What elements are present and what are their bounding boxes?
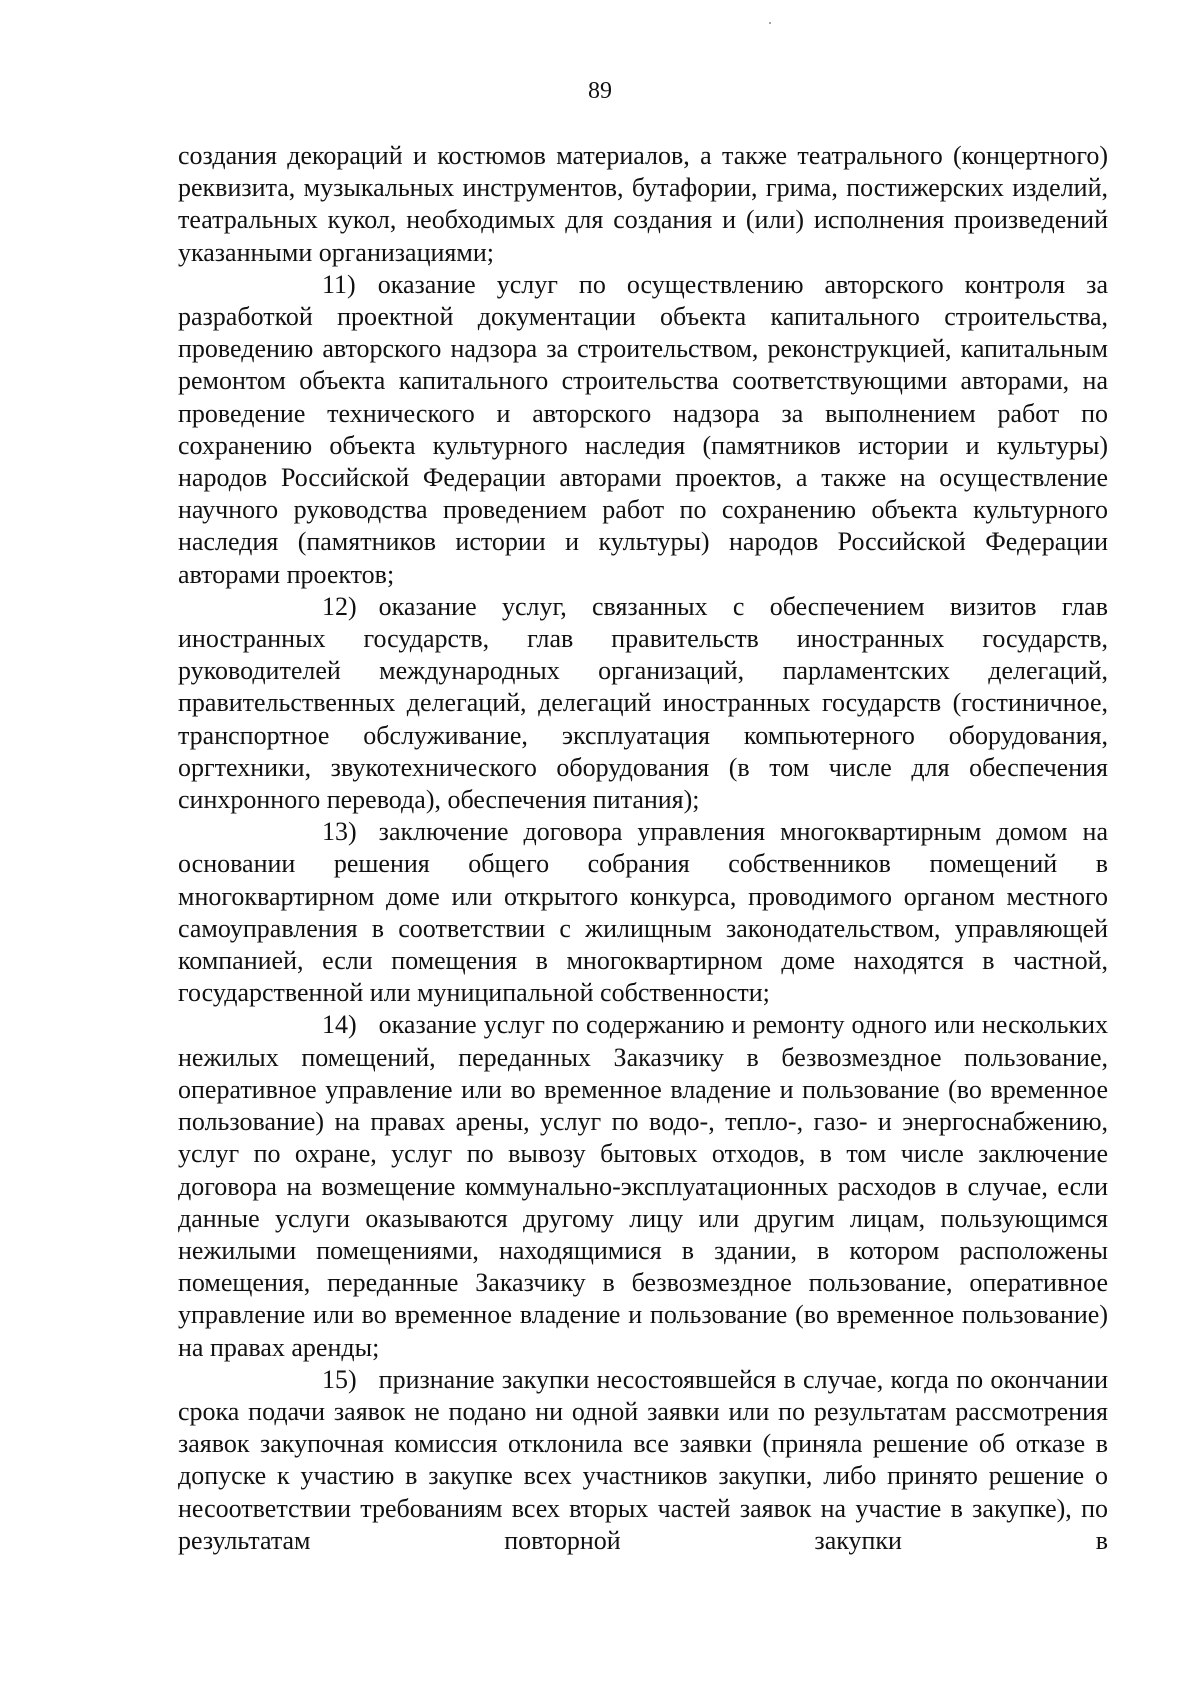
list-item-number: 14) [322,1010,357,1040]
list-item-number: 12) [322,591,357,621]
paragraph-text: оказание услуг по содержанию и ремонту одного или нескольких нежилых помещений, переданных Заказчику в безвозмездное пользование, оперативное управление или во временное владение и пользование (во временное пользование) на правах арены, услуг по водо-, тепло-, газо- и энергоснабжению, услуг по охране, услуг по вывозу бытовых отходов, в том числе заключение договора на возмещение коммунально-эксплуатационных расходов в случае, если данные услуги оказываются другому лицу или другим лицам, пользующимся нежилыми помещениями, находящимися в здании, в котором расположены помещения, переданные Заказчику в безвозмездное пользование, оперативное управление или во временное владение и пользование (во временное пользование) на правах аренды; [178,1010,1108,1362]
list-item-number: 13) [322,817,357,847]
page-number: 89 [588,78,612,104]
scan-speck [769,22,771,24]
list-item-13 [178,816,1108,1009]
list-item-14 [178,1009,1108,1363]
paragraph-text: создания декораций и костюмов материалов, а также театрального (концертного) реквизита, музыкальных инструментов, бутафории, грима, постижерских изделий, театральных кукол, необходимых для создания и (или) исполнения произведений указанными организациями; [178,141,1108,267]
paragraph-text: оказание услуг, связанных с обеспечением визитов глав иностранных государств, глав правительств иностранных государств, руководителей международных организаций, парламентских делегаций, правительственных делегаций, делегаций иностранных государств (гостиничное, транспортное обслуживание, эксплуатация компьютерного оборудования, оргтехники, звукотехнического оборудования (в том числе для обеспечения синхронного перевода), обеспечения питания); [178,591,1108,815]
list-item-11 [178,269,1108,591]
paragraph-text: признание закупки несостоявшейся в случае, когда по окончании срока подачи заявок не подано ни одной заявки или по результатам рассмотрения заявок закупочная комиссия отклонила все заявки (приняла решение об отказе в допуске к участию в закупке всех участников закупки, либо принято решение о несоответствии требованиям всех вторых частей заявок на участие в закупке), по результатам повторной закупки в [178,1364,1108,1555]
list-item-number: 15) [322,1364,357,1394]
list-item-12 [178,591,1108,816]
paragraph-continuation [178,140,1108,269]
list-item-number: 11) [322,269,356,299]
document-body [178,140,1108,1557]
list-item-15 [178,1364,1108,1557]
paragraph-text: оказание услуг по осуществлению авторского контроля за разработкой проектной документации объекта капитального строительства, проведению авторского надзора за строительством, реконструкцией, капитальным ремонтом объекта капитального строительства соответствующими авторами, на проведение технического и авторского надзора за выполнением работ по сохранению объекта культурного наследия (памятников истории и культуры) народов Российской Федерации авторами проектов, а также на осуществление научного руководства проведением работ по сохранению объекта культурного наследия (памятников истории и культуры) народов Российской Федерации авторами проектов; [178,269,1108,589]
paragraph-text: заключение договора управления многоквартирным домом на основании решения общего собрания собственников помещений в многоквартирном доме или открытого конкурса, проводимого органом местного самоуправления в соответствии с жилищным законодательством, управляющей компанией, если помещения в многоквартирном доме находятся в частной, государственной или муниципальной собственности; [178,817,1108,1008]
